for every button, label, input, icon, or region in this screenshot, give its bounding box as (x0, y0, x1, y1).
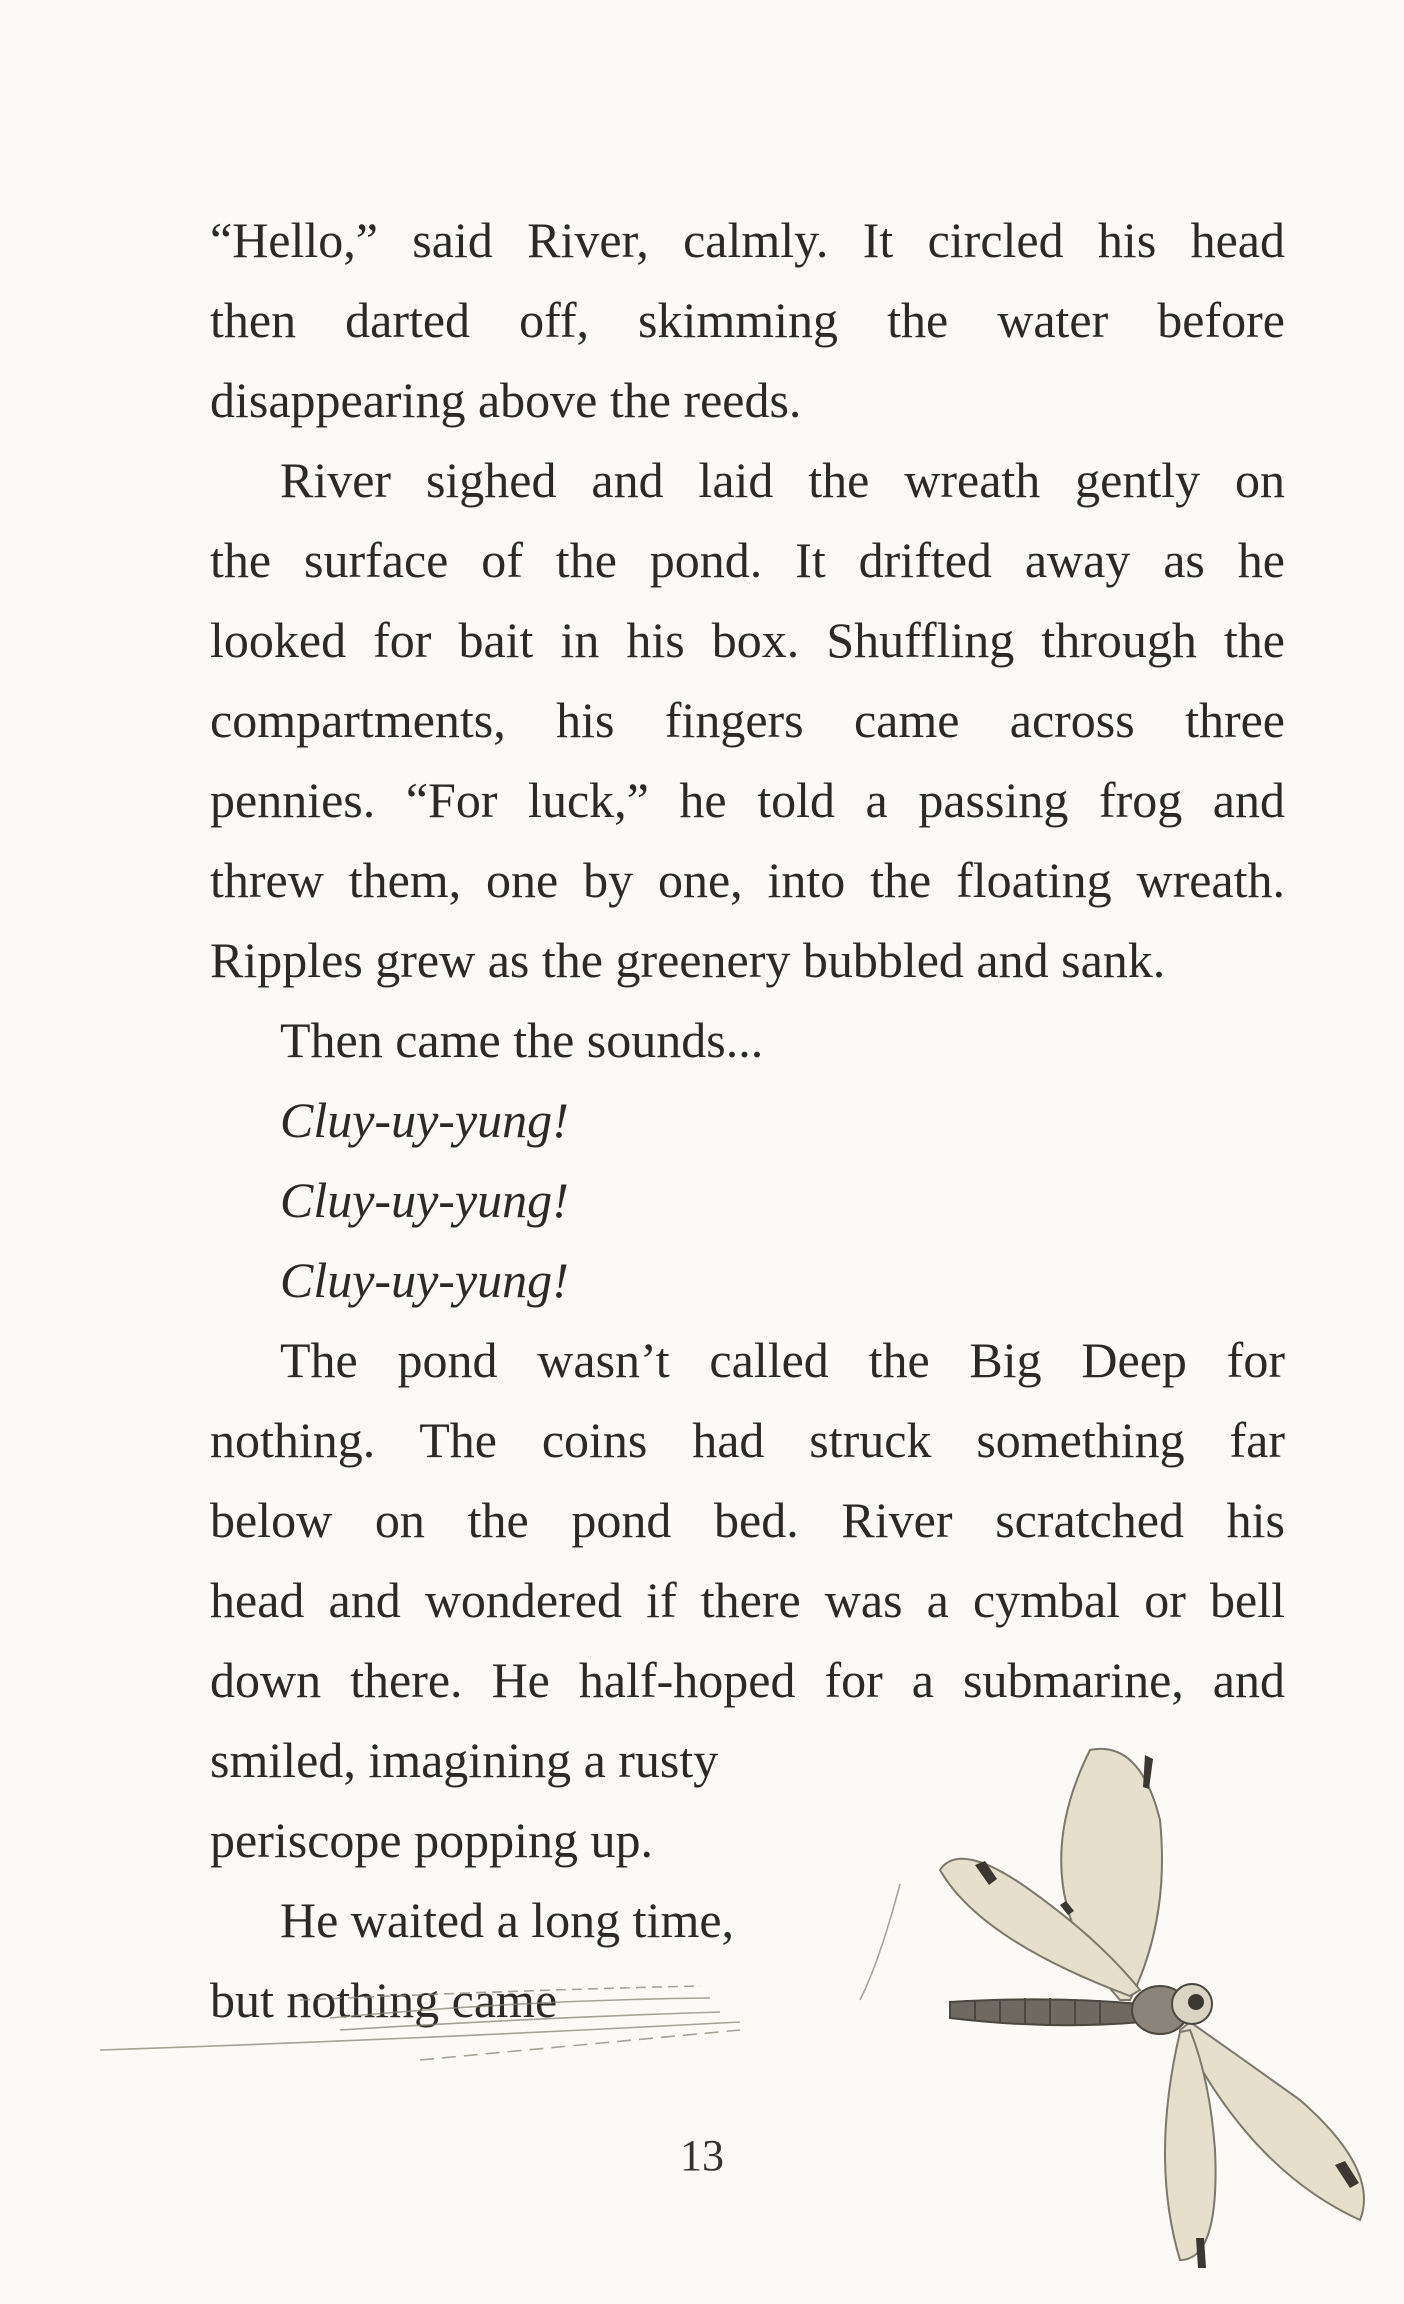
sound-effect-line: Cluy-uy-yung! (280, 1252, 569, 1308)
text-line: down there. He half-hoped for a submarine, and (210, 1652, 1285, 1708)
text-line: Ripples grew as the greenery bubbled and sank. (210, 932, 1166, 988)
text-line: then darted off, skimming the water before (210, 292, 1285, 348)
sound-effect-line: Cluy-uy-yung! (280, 1172, 569, 1228)
text-line: Then came the sounds... (280, 1012, 764, 1068)
text-line: River sighed and laid the wreath gently on (280, 452, 1285, 508)
text-line: looked for bait in his box. Shuffling through the (210, 612, 1285, 668)
text-line: “Hello,” said River, calmly. It circled his head (210, 212, 1285, 268)
text-line: head and wondered if there was a cymbal or bell (210, 1572, 1285, 1628)
text-line: He waited a long time, (280, 1892, 735, 1948)
dragonfly-icon (100, 1700, 1404, 2304)
text-line: smiled, imagining a rusty (210, 1732, 719, 1788)
text-line: below on the pond bed. River scratched his (210, 1492, 1285, 1548)
text-line: compartments, his fingers came across three (210, 692, 1285, 748)
text-line: pennies. “For luck,” he told a passing frog and (210, 772, 1285, 828)
sound-effect-line: Cluy-uy-yung! (280, 1092, 569, 1148)
text-line: the surface of the pond. It drifted away as he (210, 532, 1285, 588)
text-line: disappearing above the reeds. (210, 372, 802, 428)
text-line: but nothing came (210, 1972, 558, 2028)
page-number: 13 (680, 2131, 724, 2180)
dragonfly-body (950, 1984, 1212, 2034)
text-line: The pond wasn’t called the Big Deep for (280, 1332, 1285, 1388)
text-line: threw them, one by one, into the floating wreath. (210, 852, 1285, 908)
text-line: nothing. The coins had struck something far (210, 1412, 1285, 1468)
text-line: periscope popping up. (210, 1812, 653, 1868)
